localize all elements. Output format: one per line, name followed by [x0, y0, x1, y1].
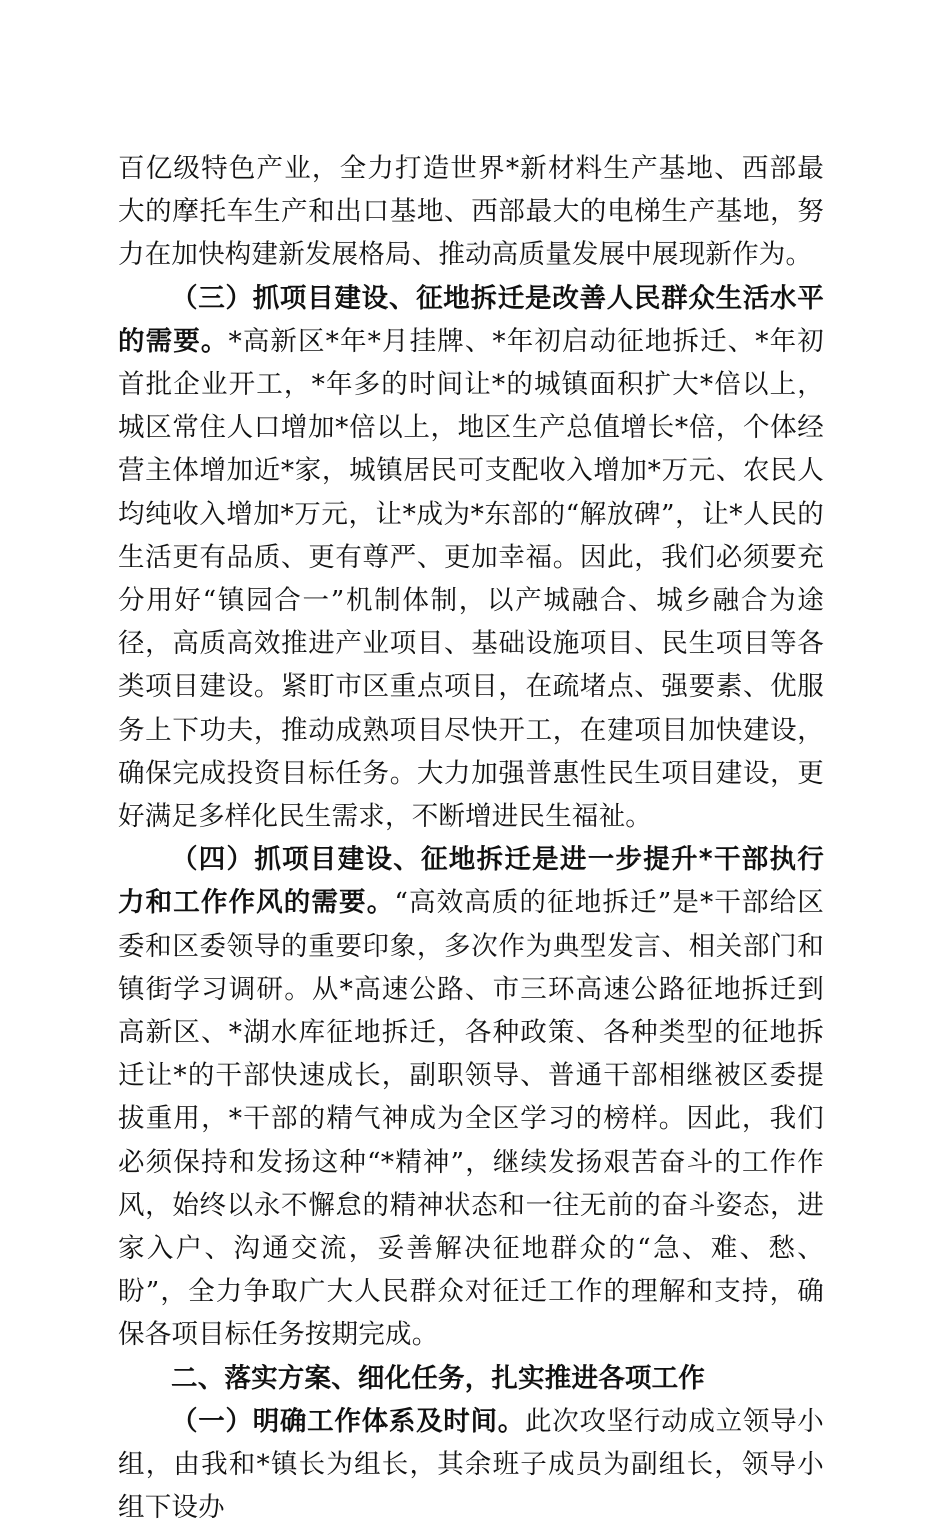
paragraph-lead: （一）明确工作体系及时间。: [171, 1405, 525, 1437]
paragraph-text: *高新区*年*月挂牌、*年初启动征地拆迁、*年初首批企业开工，*年多的时间让*的城镇面积扩大*倍以上，城区常住人口增加*倍以上，地区生产总值增长*倍，个体经营主体增加近*家，城镇居民可支配收入增加*万元、农民人均纯收入增加*万元，让*成为*东部的“解放碑”，让*人民的生活更有品质、更有尊严、更加幸福。因此，我们必须要充分用好“镇园合一”机制体制，以产城融合、城乡融合为途径，高质高效推进产业项目、基础设施项目、民生项目等各类项目建设。紧盯市区重点项目，在疏堵点、强要素、优服务上下功夫，推动成熟项目尽快开工，在建项目加快建设，确保完成投资目标任务。大力加强普惠性民生项目建设，更好满足多样化民生需求，不断增进民生福祉。: [118, 325, 824, 833]
paragraph-text: 百亿级特色产业，全力打造世界*新材料生产基地、西部最大的摩托车生产和出口基地、西部最大的电梯生产基地，努力在加快构建新发展格局、推动高质量发展中展现新作为。: [118, 153, 824, 271]
paragraph-one: [118, 1400, 824, 1530]
paragraph-three: [118, 277, 824, 839]
section-heading: 二、落实方案、细化任务，扎实推进各项工作: [171, 1362, 705, 1394]
paragraph-continuation: [118, 147, 824, 277]
paragraph-text: “高效高质的征地拆迁”是*干部给区委和区委领导的重要印象，多次作为典型发言、相关部门和镇街学习调研。从*高速公路、市三环高速公路征地拆迁到高新区、*湖水库征地拆迁，各种政策、各种类型的征地拆迁让*的干部快速成长，副职领导、普通干部相继被区委提拔重用，*干部的精气神成为全区学习的榜样。因此，我们必须保持和发扬这种“*精神”，继续发扬艰苦奋斗的工作作风，始终以永不懈怠的精神状态和一往无前的奋斗姿态，进家入户、沟通交流，妥善解决征地群众的“急、难、愁、盼”，全力争取广大人民群众对征迁工作的理解和支持，确保各项目标任务按期完成。: [118, 887, 824, 1351]
paragraph-four: [118, 838, 824, 1356]
paragraph-lead: （四）抓项目建设、征地拆迁是进一步提升*干部执行力和工作作风的需要。: [118, 844, 824, 919]
document-body: [118, 147, 824, 1530]
paragraph-lead: （三）抓项目建设、征地拆迁是改善人民群众生活水平的需要。: [118, 282, 824, 357]
paragraph-text: 此次攻坚行动成立领导小组，由我和*镇长为组长，其余班子成员为副组长，领导小组下设办: [118, 1405, 824, 1524]
